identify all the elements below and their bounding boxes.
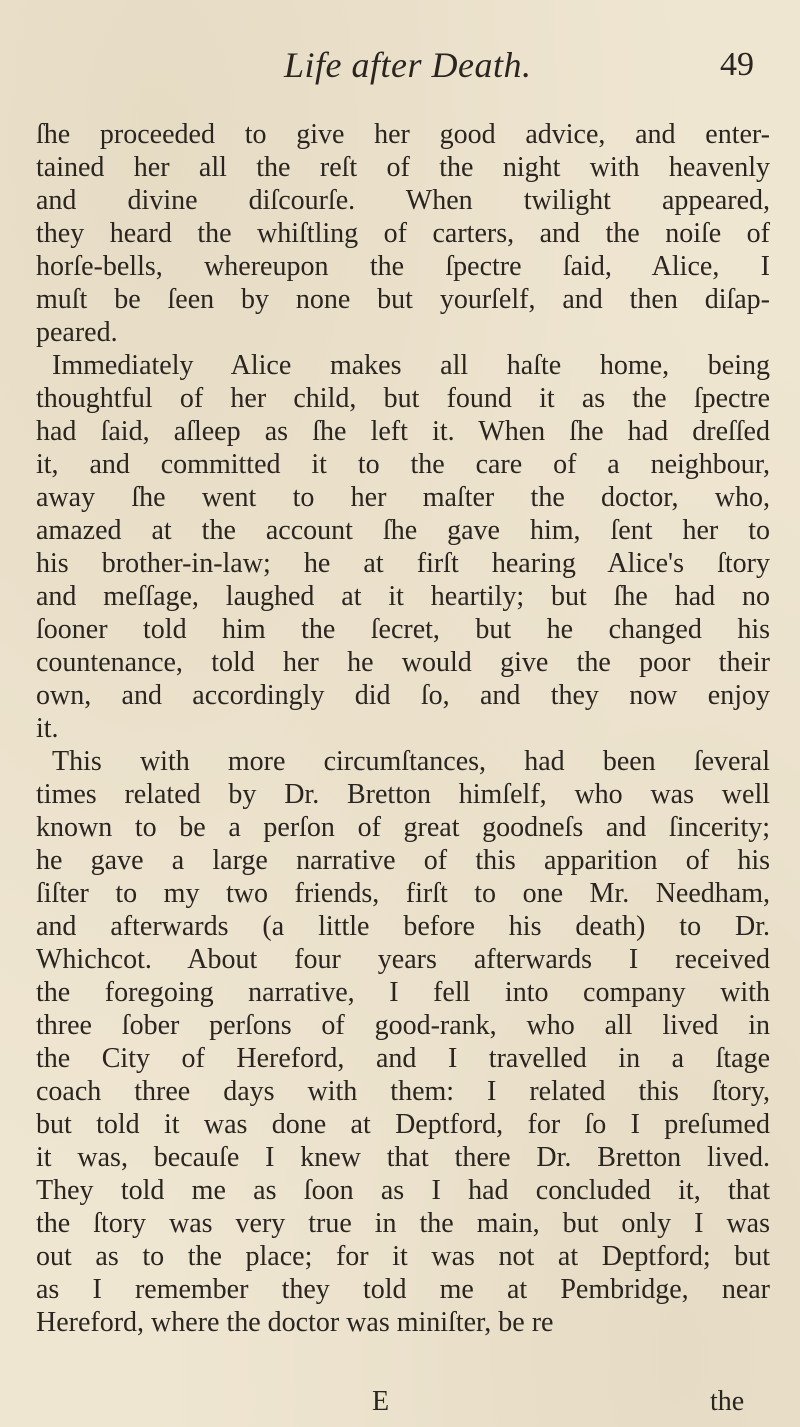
paragraph: [36, 118, 770, 349]
text-line: had ſaid, aſleep as ſhe left it. When ſhe had dreſſed: [36, 416, 770, 447]
text-line: tained her all the reſt of the night with heavenly: [36, 152, 770, 183]
text-line: muſt be ſeen by none but yourſelf, and then diſap-: [36, 284, 770, 315]
text-line: horſe-bells, whereupon the ſpectre ſaid, Alice, I: [36, 251, 770, 282]
text-line: coach three days with them: I related this ſtory,: [36, 1076, 770, 1107]
paragraph: [36, 349, 770, 745]
text-line: and afterwards (a little before his death) to Dr.: [36, 911, 770, 942]
signature-mark: E: [372, 1386, 390, 1417]
text-line: out as to the place; for it was not at Deptford; but: [36, 1241, 770, 1272]
text-line: it was, becauſe I knew that there Dr. Bretton lived.: [36, 1142, 770, 1173]
text-line: it.: [36, 713, 59, 744]
catchword: the: [710, 1386, 745, 1417]
text-line: three ſober perſons of good-rank, who all lived in: [36, 1010, 770, 1041]
text-line: the ſtory was very true in the main, but only I was: [36, 1208, 770, 1239]
text-line: known to be a perſon of great goodneſs and ſincerity;: [36, 812, 770, 843]
text-line: the City of Hereford, and I travelled in a ſtage: [36, 1043, 770, 1074]
text-line: own, and accordingly did ſo, and they now enjoy: [36, 680, 770, 711]
text-line: times related by Dr. Bretton himſelf, who was well: [36, 779, 770, 810]
text-line: countenance, told her he would give the poor their: [36, 647, 770, 678]
text-line: and meſſage, laughed at it heartily; but ſhe had no: [36, 581, 770, 612]
text-line: Immediately Alice makes all haſte home, being: [52, 350, 770, 381]
text-line: his brother-in-law; he at firſt hearing Alice's ſtory: [36, 548, 770, 579]
text-line: peared.: [36, 317, 118, 348]
text-line: as I remember they told me at Pembridge, near: [36, 1274, 770, 1305]
running-head: Life after Death.: [284, 45, 532, 85]
text-line: ſhe proceeded to give her good advice, and enter-: [36, 119, 770, 150]
body-text: [36, 118, 770, 1339]
text-line: amazed at the account ſhe gave him, ſent her to: [36, 515, 770, 546]
text-line: ſooner told him the ſecret, but he changed his: [36, 614, 770, 645]
page-number: 49: [720, 46, 754, 83]
text-line: it, and committed it to the care of a neighbour,: [36, 449, 770, 480]
text-line: he gave a large narrative of this apparition of his: [36, 845, 770, 876]
text-line: This with more circumſtances, had been ſeveral: [52, 746, 770, 777]
page-header: [0, 40, 800, 110]
text-line: Hereford, where the doctor was miniſter, be re: [36, 1307, 554, 1338]
page-footer: [0, 1386, 800, 1422]
text-line: thoughtful of her child, but found it as the ſpectre: [36, 383, 770, 414]
text-line: ſiſter to my two friends, firſt to one Mr. Needham,: [36, 878, 770, 909]
text-line: the foregoing narrative, I fell into company with: [36, 977, 770, 1008]
text-line: they heard the whiſtling of carters, and the noiſe of: [36, 218, 770, 249]
text-line: Whichcot. About four years afterwards I received: [36, 944, 770, 975]
text-line: but told it was done at Deptford, for ſo I preſumed: [36, 1109, 770, 1140]
text-line: They told me as ſoon as I had concluded it, that: [36, 1175, 770, 1206]
text-line: and divine diſcourſe. When twilight appeared,: [36, 185, 770, 216]
text-line: away ſhe went to her maſter the doctor, who,: [36, 482, 770, 513]
paragraph: [36, 745, 770, 1339]
